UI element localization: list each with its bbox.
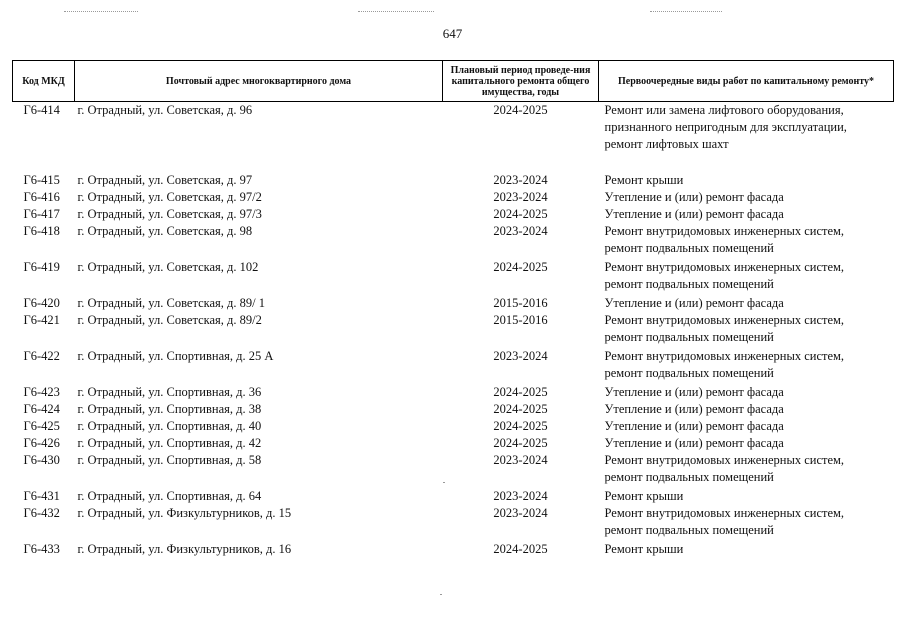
works-line: Ремонт внутридомовых инженерных систем, [604,260,845,274]
mkd-code-cell: Г6-416 [23,190,60,204]
period-cell: 2023-2024 [493,349,548,363]
works-line: Ремонт внутридомовых инженерных систем, [604,453,845,467]
mkd-code-cell: Г6-425 [23,419,60,433]
address-cell: г. Отрадный, ул. Советская, д. 98 [77,224,253,238]
period-cell: 2024-2025 [493,542,548,556]
works-line: ремонт подвальных помещений [604,470,774,484]
works-line: Ремонт крыши [604,489,684,503]
works-line: Ремонт крыши [604,542,684,556]
mkd-code-cell: Г6-424 [23,402,60,416]
works-cell [599,401,894,418]
period-cell: 2015-2016 [493,313,548,327]
works-cell [599,541,894,558]
scan-artifact [650,11,722,12]
works-line: Ремонт внутридомовых инженерных систем, [604,224,845,238]
period-cell: 2024-2025 [493,385,548,399]
works-line: Утепление и (или) ремонт фасада [604,385,784,399]
table-row [13,488,894,505]
address-cell: г. Отрадный, ул. Спортивная, д. 42 [77,436,262,450]
works-cell [599,189,894,206]
works-line: Утепление и (или) ремонт фасада [604,436,784,450]
period-cell: 2023-2024 [493,190,548,204]
table-row [13,312,894,348]
period-cell: 2023-2024 [493,453,548,467]
address-cell: г. Отрадный, ул. Спортивная, д. 25 А [77,349,274,363]
mkd-code-cell: Г6-433 [23,542,60,556]
table-row [13,435,894,452]
table-row [13,348,894,384]
works-cell [599,295,894,312]
table-row [13,541,894,558]
works-line: ремонт подвальных помещений [604,241,774,255]
address-cell: г. Отрадный, ул. Советская, д. 97/2 [77,190,262,204]
period-cell: 2024-2025 [493,207,548,221]
address-cell: г. Отрадный, ул. Спортивная, д. 64 [77,489,262,503]
works-line: Ремонт внутридомовых инженерных систем, [604,506,845,520]
mkd-code-cell: Г6-415 [23,173,60,187]
table-row [13,384,894,401]
header-period: Плановый период проведе-ния капитального ремонта общего имущества, годы [443,61,599,102]
address-cell: г. Отрадный, ул. Спортивная, д. 58 [77,453,262,467]
page-number: 647 [442,26,463,41]
mkd-code-cell: Г6-414 [23,103,60,117]
works-line: Ремонт внутридомовых инженерных систем, [604,349,845,363]
works-line: Утепление и (или) ремонт фасада [604,419,784,433]
period-cell: 2024-2025 [493,436,548,450]
mkd-code-cell: Г6-422 [23,349,60,363]
period-cell: 2023-2024 [493,489,548,503]
period-cell: 2015-2016 [493,296,548,310]
works-cell [599,452,894,488]
table-row [13,418,894,435]
works-line: ремонт подвальных помещений [604,330,774,344]
table-row [13,259,894,295]
table-row [13,206,894,223]
table-row [13,223,894,259]
works-line: Утепление и (или) ремонт фасада [604,296,784,310]
address-cell: г. Отрадный, ул. Советская, д. 89/2 [77,313,262,327]
scan-speck [440,594,442,595]
address-cell: г. Отрадный, ул. Спортивная, д. 36 [77,385,262,399]
works-line: Утепление и (или) ремонт фасада [604,190,784,204]
mkd-code-cell: Г6-423 [23,385,60,399]
works-line: Утепление и (или) ремонт фасада [604,207,784,221]
mkd-code-cell: Г6-419 [23,260,60,274]
scan-artifact [64,11,138,12]
works-cell [599,172,894,189]
works-line: ремонт подвальных помещений [604,277,774,291]
address-cell: г. Отрадный, ул. Спортивная, д. 38 [77,402,262,416]
works-cell [599,435,894,452]
header-works: Первоочередные виды работ по капитальному ремонту* [599,61,894,102]
works-line: Утепление и (или) ремонт фасада [604,402,784,416]
table-row [13,505,894,541]
table-row [13,452,894,488]
works-line: Ремонт внутридомовых инженерных систем, [604,313,845,327]
mkd-code-cell: Г6-417 [23,207,60,221]
works-line: ремонт подвальных помещений [604,523,774,537]
works-line: признанного непригодным для эксплуатации, [604,120,847,134]
mkd-code-cell: Г6-418 [23,224,60,238]
repair-schedule-table [12,60,894,558]
scan-artifact [358,11,434,12]
works-cell [599,102,894,173]
works-cell [599,418,894,435]
works-line: ремонт подвальных помещений [604,366,774,380]
period-cell: 2024-2025 [493,419,548,433]
address-cell: г. Отрадный, ул. Советская, д. 97 [77,173,253,187]
mkd-code-cell: Г6-420 [23,296,60,310]
table-body [13,102,894,559]
address-cell: г. Отрадный, ул. Советская, д. 97/3 [77,207,262,221]
period-cell: 2023-2024 [493,224,548,238]
address-cell: г. Отрадный, ул. Спортивная, д. 40 [77,419,262,433]
period-cell: 2023-2024 [493,173,548,187]
period-cell: 2024-2025 [493,402,548,416]
table-row [13,102,894,173]
table-header-row [13,61,894,102]
works-cell [599,505,894,541]
table-row [13,295,894,312]
works-cell [599,259,894,295]
works-cell [599,206,894,223]
header-code: Код МКД [13,61,75,102]
works-cell [599,223,894,259]
scan-speck [443,482,445,483]
works-cell [599,348,894,384]
address-cell: г. Отрадный, ул. Советская, д. 89/ 1 [77,296,265,310]
works-cell [599,488,894,505]
header-address: Почтовый адрес многоквартирного дома [75,61,443,102]
works-line: ремонт лифтовых шахт [604,137,729,151]
mkd-code-cell: Г6-421 [23,313,60,327]
period-cell: 2024-2025 [493,103,548,117]
works-cell [599,384,894,401]
works-cell [599,312,894,348]
mkd-code-cell: Г6-430 [23,453,60,467]
address-cell: г. Отрадный, ул. Советская, д. 102 [77,260,259,274]
mkd-code-cell: Г6-426 [23,436,60,450]
address-cell: г. Отрадный, ул. Физкультурников, д. 15 [77,506,292,520]
address-cell: г. Отрадный, ул. Советская, д. 96 [77,103,253,117]
works-line: Ремонт крыши [604,173,684,187]
table-row [13,189,894,206]
period-cell: 2024-2025 [493,260,548,274]
table-row [13,172,894,189]
table-row [13,401,894,418]
address-cell: г. Отрадный, ул. Физкультурников, д. 16 [77,542,292,556]
period-cell: 2023-2024 [493,506,548,520]
works-line: Ремонт или замена лифтового оборудования, [604,103,844,117]
mkd-code-cell: Г6-431 [23,489,60,503]
mkd-code-cell: Г6-432 [23,506,60,520]
